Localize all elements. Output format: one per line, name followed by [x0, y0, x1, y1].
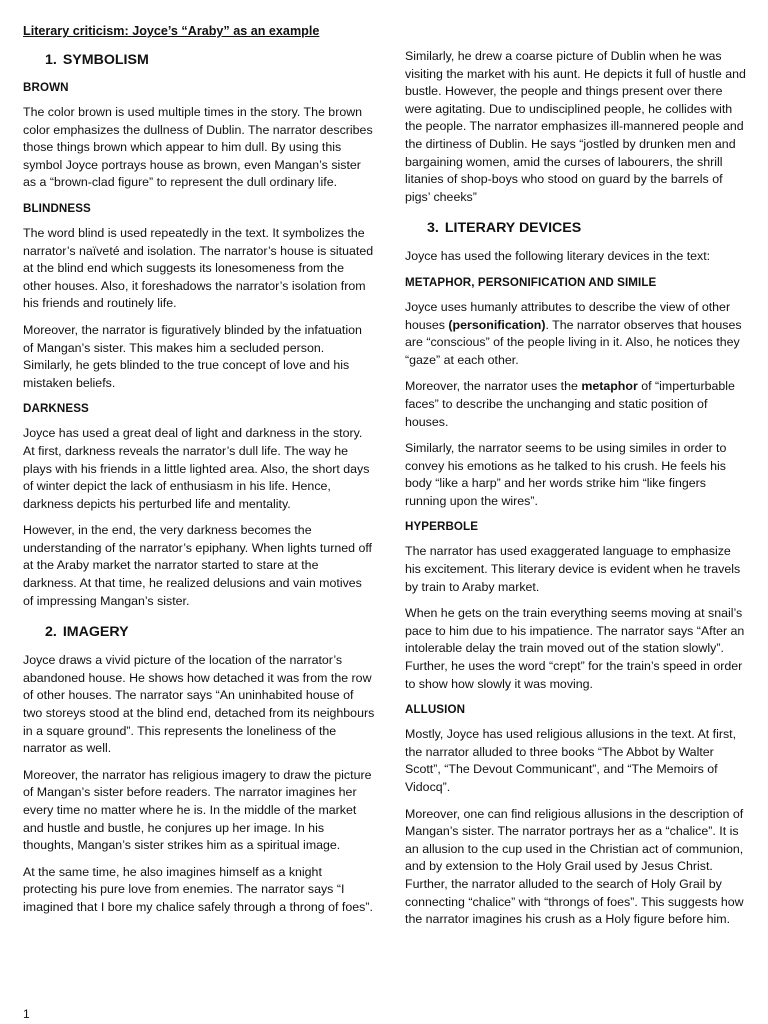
subheading-metaphor: METAPHOR, PERSONIFICATION AND SIMILE: [405, 275, 657, 289]
paragraph: Joyce has used a great deal of light and darkness in the story. At first, darkness reveals the narrator’s dull life. The way he plays with his friends in a little lighted area. Also, the short days of winter depict the lack of enthusiasm in his life. Hence, darkness depicts his perturbed life and mentality.: [23, 426, 370, 511]
paragraph: When he gets on the train everything seems moving at snail’s pace to him due to his impatience. The narrator says “After an intolerable delay the train moved out of the station slowly”. Further, he uses the word “crept” for the train’s speed in order to show how slowly it was moving.: [405, 606, 745, 691]
page-title: Literary criticism: Joyce’s “Araby” as an example: [23, 24, 320, 38]
paragraph: The word blind is used repeatedly in the text. It symbolizes the narrator’s naïveté and isolation. The narrator’s house is situated at the blind end which suggests its lonesomeness from the other houses. Also, it foreshadows the narrator’s isolation from his friends and routinely life.: [23, 225, 374, 311]
section-title: LITERARY DEVICES: [444, 220, 582, 237]
section-title: SYMBOLISM: [62, 52, 149, 68]
paragraph: Joyce draws a vivid picture of the location of the narrator’s abandoned house. He shows how detached it was from the row of other houses. The narrator says “An uninhabited house of two storeys stood at the blind end, detached from its neighbours in a square ground”. This represents the loneliness of the narrator as well.: [23, 653, 375, 756]
right-column: [405, 48, 747, 938]
section-number: 2.: [45, 624, 57, 641]
paragraph: Moreover, the narrator is figuratively blinded by the infatuation of Mangan’s sister. This makes him a secluded person. Similarly, he gets blinded to the true concept of love and his mistaken beliefs.: [23, 322, 362, 390]
paragraph: Moreover, one can find religious allusions in the description of Mangan’s sister. The narrator portrays her as a “chalice”. It is an allusion to the cup used in the Christian act of communion, and by extension to the Holy Grail used by Jesus Christ. Further, the narrator alluded to the search of Holy Grail by connecting “chalice” with “throngs of foes”. This suggests how the narrator imagines his crush as a Holy figure before him.: [405, 806, 744, 927]
bold-term: metaphor: [581, 379, 638, 394]
paragraph: Similarly, the narrator seems to be using similes in order to convey his emotions as he talked to his crush. He feels his body “like a harp” and her words strike him “like fingers running upon the wires”.: [405, 441, 727, 508]
section-heading-imagery: [23, 622, 375, 642]
section-heading-symbolism: [23, 50, 375, 70]
paragraph: Similarly, he drew a coarse picture of Dublin when he was visiting the market with his aunt. He depicts it full of hustle and bustle. However, the people and things present over there were agitating. Due to undisciplined people, he collides with the people. The narrator emphasizes ill-mannered people and the dirtiness of Dublin. He says “jostled by drunken men and bargaining women, amid the curses of labourers, the shrill litanies of shop-boys who stood on guard by the barrels of pigs’ cheeks”: [405, 49, 746, 204]
text-run: Moreover, the narrator uses the: [405, 379, 582, 394]
bold-term: (personification): [448, 317, 546, 332]
page-number: 1: [23, 1007, 30, 1021]
paragraph: [405, 378, 747, 431]
paragraph: The narrator has used exaggerated language to emphasize his excitement. This literary device is evident when he travels by train to Araby market.: [405, 544, 741, 594]
section-number: 1.: [45, 52, 57, 68]
subheading-darkness: DARKNESS: [23, 402, 89, 416]
section-title: IMAGERY: [62, 624, 129, 641]
paragraph: At the same time, he also imagines himself as a knight protecting his pure love from enemies. The narrator says “I imagined that I bore my chalice safely through a throng of foes”.: [23, 864, 373, 914]
text-run: of “imperturbable faces” to describe the unchanging and static position of houses.: [405, 379, 735, 429]
subheading-allusion: ALLUSION: [405, 703, 466, 717]
text-run: Joyce uses humanly attributes to describe the view of other houses: [405, 299, 731, 332]
subheading-hyperbole: HYPERBOLE: [405, 520, 479, 534]
paragraph: Mostly, Joyce has used religious allusions in the text. At first, the narrator alluded to three books “The Abbot by Walter Scott”, “The Devout Communicant”, and “The Memoirs of Vidocq”.: [405, 727, 737, 794]
paragraph: Joyce has used the following literary devices in the text:: [405, 249, 711, 264]
section-number: 3.: [427, 220, 439, 237]
paragraph: However, in the end, the very darkness becomes the understanding of the narrator’s epiphany. When lights turned off at the Araby market the narrator started to stare at the darkness. At that time, he realized delusions and vain motives of impressing Mangan’s sister.: [23, 523, 373, 608]
section-heading-literary-devices: [405, 218, 747, 238]
paragraph: [405, 299, 747, 369]
subheading-brown: BROWN: [23, 81, 69, 94]
paragraph: The color brown is used multiple times in the story. The brown color emphasizes the dullness of Dublin. The narrator describes those things brown which appear to him dull. By using this symbol Joyce portrays house as brown, even Mangan’s sister as a “brown-clad figure” to represent the dull ordinary life.: [23, 105, 373, 190]
left-column: [23, 50, 375, 926]
paragraph: Moreover, the narrator has religious imagery to draw the picture of Mangan’s sister before readers. The narrator imagines her every time no matter where he is. In the middle of the market and hustle and bustle, he conjures up her image. In his thoughts, Mangan’s sister strikes him as a spiritual image.: [23, 767, 372, 853]
subheading-blindness: BLINDNESS: [23, 201, 91, 215]
text-run: . The narrator observes that houses are “conscious” of the people living in it. Also, he notices they “gaze” at each other.: [405, 317, 742, 367]
